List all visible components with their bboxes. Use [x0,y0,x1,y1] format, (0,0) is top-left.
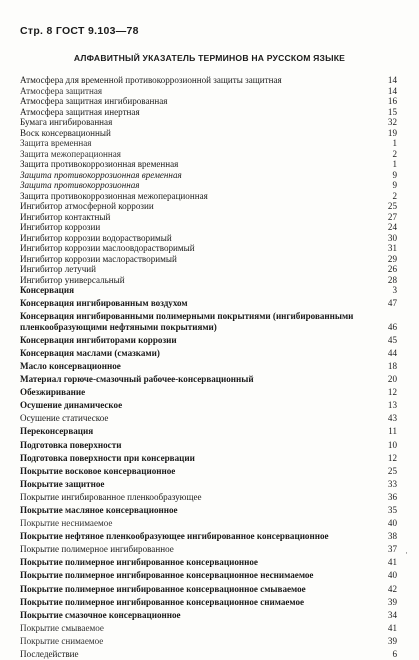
index-entry [20,544,397,555]
entry-term: Покрытие восковое консервационное [20,465,176,476]
index-entry [20,426,397,437]
entry-term: Атмосфера защитная ингибированная [20,96,168,106]
entry-term: Консервация ингибированным воздухом [20,298,188,309]
index-entry [20,298,397,309]
entry-term: Покрытие полимерное ингибированное консервационное неснимаемое [20,570,314,581]
entry-term: Ингибитор летучий [20,264,97,274]
entry-page-number: 2 [392,148,397,159]
entry-term: Защита межоперационная [20,148,121,159]
entry-term: Атмосфера защитная инертная [20,106,140,117]
entry-page-number: 12 [387,387,397,398]
entry-page-number: 3 [392,285,397,295]
index-entry [20,212,397,223]
entry-page-number: 1 [392,159,397,169]
entry-term: Покрытие защитное [20,478,105,489]
index-entry [20,374,397,385]
entry-page-number: 35 [387,505,397,515]
index-entry [20,387,397,398]
index-entry [20,86,397,97]
entry-term: Подготовка поверхности [20,439,122,450]
entry-page-number: 18 [387,360,397,371]
index-entry [20,201,397,212]
index-entry [20,75,397,86]
entry-page-number: 42 [387,583,397,594]
index-entry [20,492,397,503]
entry-page-number: 15 [387,106,397,117]
entry-page-number: 30 [387,232,397,243]
entry-page-number: 19 [387,127,397,138]
index-entry [20,285,397,296]
entry-term: Защита противокоррозионная межоперационная [20,190,208,201]
entry-term: Ингибитор атмосферной коррозии [20,201,154,211]
index-entry [20,254,397,265]
entry-page-number: 12 [387,452,397,463]
entry-term: Покрытие полимерное ингибированное консервационное [20,557,258,568]
entry-page-number: 25 [387,465,397,476]
index-entry [20,479,397,490]
index-entry [20,453,397,464]
entry-term: Покрытие снимаемое [20,635,104,646]
entry-term: Консервация маслами (смазками) [20,347,160,358]
index-entry [20,222,397,233]
index-entry [20,440,397,451]
entry-page-number: 2 [392,190,397,201]
entry-page-number: 41 [387,622,397,633]
index-entry [20,96,397,107]
index-entry [20,170,397,181]
entry-term: Покрытие полимерное ингибированное консервационное снимаемое [20,596,305,607]
index-entry [20,466,397,477]
index-entry [20,636,397,647]
index-entry [20,348,397,359]
entry-page-number: 20 [387,374,397,385]
index-entry [20,275,397,286]
entry-page-number: 39 [387,596,397,607]
entry-page-number: 25 [387,201,397,211]
entry-term: Покрытие неснимаемое [20,518,113,529]
entry-page-number: 14 [387,85,397,96]
index-entry [20,531,397,542]
entry-page-number: 34 [387,609,397,620]
entry-term: Ингибитор универсальный [20,274,125,285]
index-entry [20,584,397,595]
index-entry [20,264,397,275]
entry-page-number: 14 [387,75,397,85]
entry-page-number: 46 [387,321,397,332]
index-entry [20,361,397,372]
entry-page-number: 27 [387,211,397,222]
index-entry [20,138,397,149]
entry-page-number: 16 [387,96,397,106]
entry-page-number: 1 [392,138,397,148]
index-entry [20,649,397,660]
entry-page-number: 6 [392,649,397,660]
entry-term: Воск консервационный [20,127,111,138]
entry-page-number: 45 [387,334,397,345]
entry-page-number: 10 [387,439,397,450]
entry-term: Подготовка поверхности при консервации [20,452,195,463]
entry-term: Защита противокоррозионная [20,180,140,190]
index-entry [20,128,397,139]
entry-page-number: 43 [387,413,397,424]
entry-term: Осушение динамическое [20,400,123,411]
index-entry [20,180,397,191]
index-entry [20,570,397,581]
index-entry [20,400,397,411]
corner-mark: · [405,548,408,558]
entry-term: Консервация ингибиторами коррозии [20,334,177,345]
entry-page-number: 37 [387,544,397,555]
index-entry [20,311,397,332]
entry-term: Атмосфера защитная [20,85,103,96]
index-title: АЛФАВИТНЫЙ УКАЗАТЕЛЬ ТЕРМИНОВ НА РУССКОМ ЯЗЫКЕ [73,53,346,63]
entry-term: Бумага ингибированная [20,117,113,127]
entry-term: Защита временная [20,138,92,148]
index-entry [20,107,397,118]
index-entry [20,557,397,568]
entry-term: Покрытие ингибированное пленкообразующее [20,491,202,502]
index-entry [20,117,397,128]
entry-page-number: 28 [387,274,397,285]
entry-term: Ингибитор контактный [20,211,111,222]
entry-term: Атмосфера для временной противокоррозионной защиты защитная [20,75,282,85]
index-entry [20,518,397,529]
entry-page-number: 32 [387,117,397,127]
entry-page-number: 9 [392,169,397,180]
entry-term: Ингибитор коррозии водорастворимый [20,232,172,243]
entry-term: Консервация ингибированными полимерными покрытиями (ингибированными пленкообразующими нефтяными покрытиями) [20,311,354,332]
entry-page-number: 41 [387,557,397,568]
page-header: Стр. 8 ГОСТ 9.103—78 [20,25,139,37]
entry-page-number: 44 [387,347,397,358]
entry-page-number: 47 [387,298,397,309]
index-entry [20,623,397,634]
index-entry [20,413,397,424]
entry-term: Консервация [20,285,75,295]
entry-term: Ингибитор коррозии маслорастворимый [20,253,177,264]
entry-term: Покрытие полимерное ингибированное консервационное смываемое [20,583,306,594]
entry-page-number: 39 [387,635,397,646]
index-entry [20,149,397,160]
term-index-list [20,75,397,660]
entry-term: Покрытие нефтяное пленкообразующее ингибированное консервационное [20,531,329,542]
entry-term: Защита противокоррозионная временная [20,169,182,180]
entry-term: Ингибитор коррозии [20,222,101,232]
entry-page-number: 26 [387,264,397,274]
entry-term: Материал горюче-смазочный рабочее-консервационный [20,374,254,385]
entry-term: Масло консервационное [20,360,121,371]
entry-term: Осушение статическое [20,413,109,424]
entry-term: Покрытие масляное консервационное [20,505,178,515]
entry-page-number: 9 [392,180,397,190]
index-entry [20,191,397,202]
entry-page-number: 29 [387,253,397,264]
entry-page-number: 40 [387,570,397,581]
entry-term: Переконсервация [20,426,94,437]
entry-page-number: 38 [387,531,397,542]
entry-page-number: 11 [388,426,397,437]
index-entry [20,233,397,244]
entry-page-number: 40 [387,518,397,529]
entry-term: Покрытие смазочное консервационное [20,609,181,620]
entry-page-number: 33 [387,478,397,489]
entry-page-number: 36 [387,491,397,502]
index-entry [20,597,397,608]
index-entry [20,505,397,516]
entry-page-number: 31 [387,243,397,253]
index-entry [20,335,397,346]
entry-term: Ингибитор коррозии маслоовдорастворимый [20,243,195,253]
index-entry [20,159,397,170]
entry-term: Покрытие смываемое [20,622,104,633]
entry-page-number: 24 [387,222,397,232]
entry-term: Последействие [20,649,79,660]
entry-term: Покрытие полимерное ингибированное [20,544,174,555]
entry-term: Защита противокоррозионная временная [20,159,179,169]
entry-term: Обезжиривание [20,387,86,398]
index-entry [20,610,397,621]
entry-page-number: 13 [387,400,397,411]
index-entry [20,243,397,254]
